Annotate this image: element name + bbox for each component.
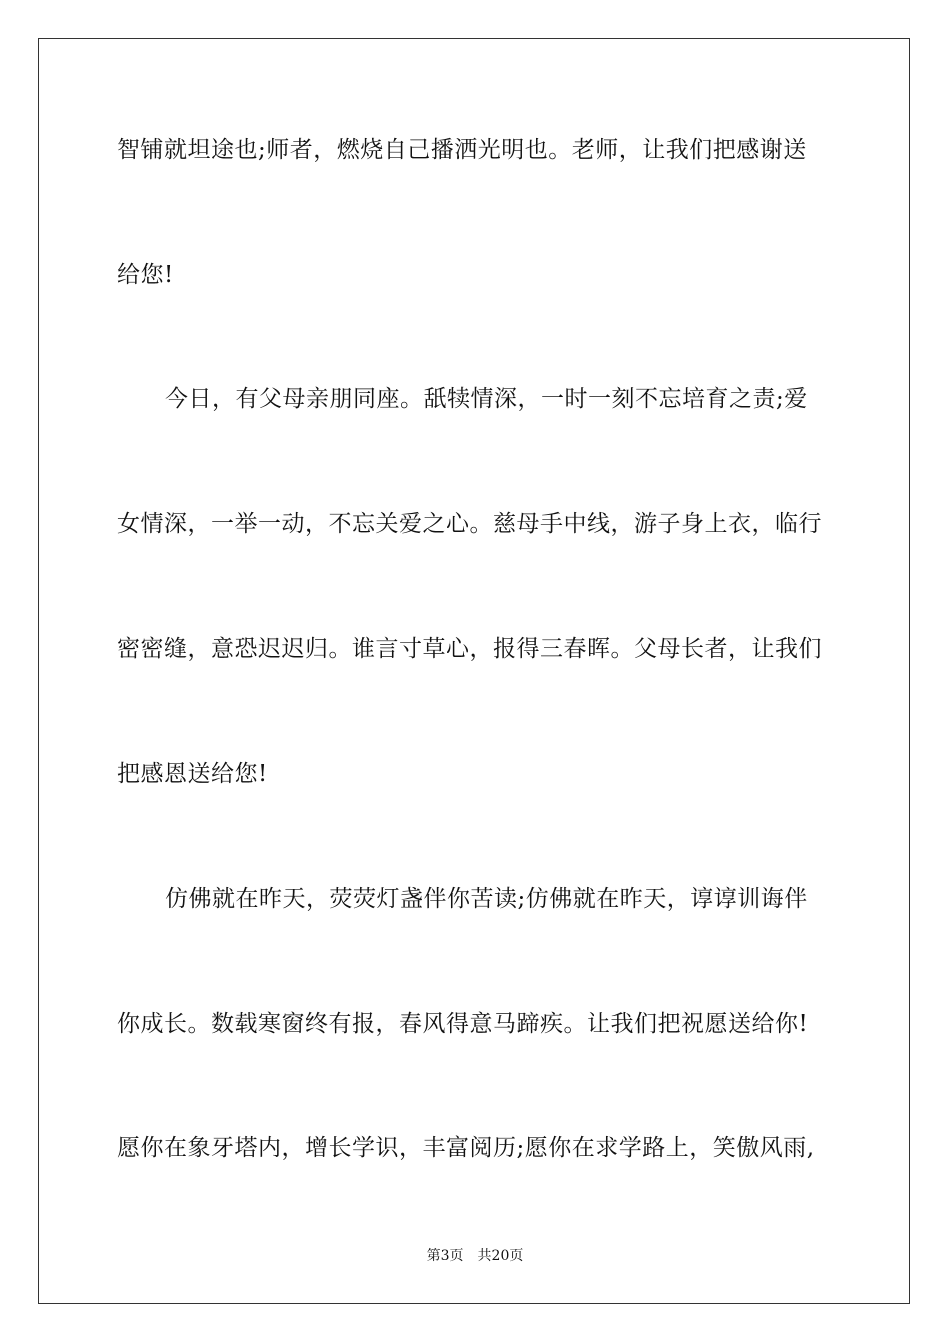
paragraph-first-line: 今日，有父母亲朋同座。舐犊情深，一时一刻不忘培育之责;爱 xyxy=(165,386,808,412)
text-line: 把感恩送给您! xyxy=(117,761,268,787)
page-number: 第3页 xyxy=(426,1248,464,1264)
page-footer xyxy=(0,1247,950,1265)
text-line: 女情深，一举一动，不忘关爱之心。慈母手中线，游子身上衣，临行 xyxy=(117,511,822,537)
text-line: 密密缝，意恐迟迟归。谁言寸草心，报得三春晖。父母长者，让我们 xyxy=(117,636,822,662)
paragraph-first-line: 仿佛就在昨天，荧荧灯盏伴你苦读;仿佛就在昨天，谆谆训诲伴 xyxy=(165,886,808,912)
text-line: 给您! xyxy=(117,262,174,288)
text-line: 智铺就坦途也;师者，燃烧自己播洒光明也。老师，让我们把感谢送 xyxy=(117,137,807,163)
page-total: 共20页 xyxy=(477,1248,524,1264)
text-line: 愿你在象牙塔内，增长学识，丰富阅历;愿你在求学路上，笑傲风雨, xyxy=(117,1135,815,1161)
page-border xyxy=(38,38,910,1304)
text-line: 你成长。数载寒窗终有报，春风得意马蹄疾。让我们把祝愿送给你! xyxy=(117,1011,809,1037)
